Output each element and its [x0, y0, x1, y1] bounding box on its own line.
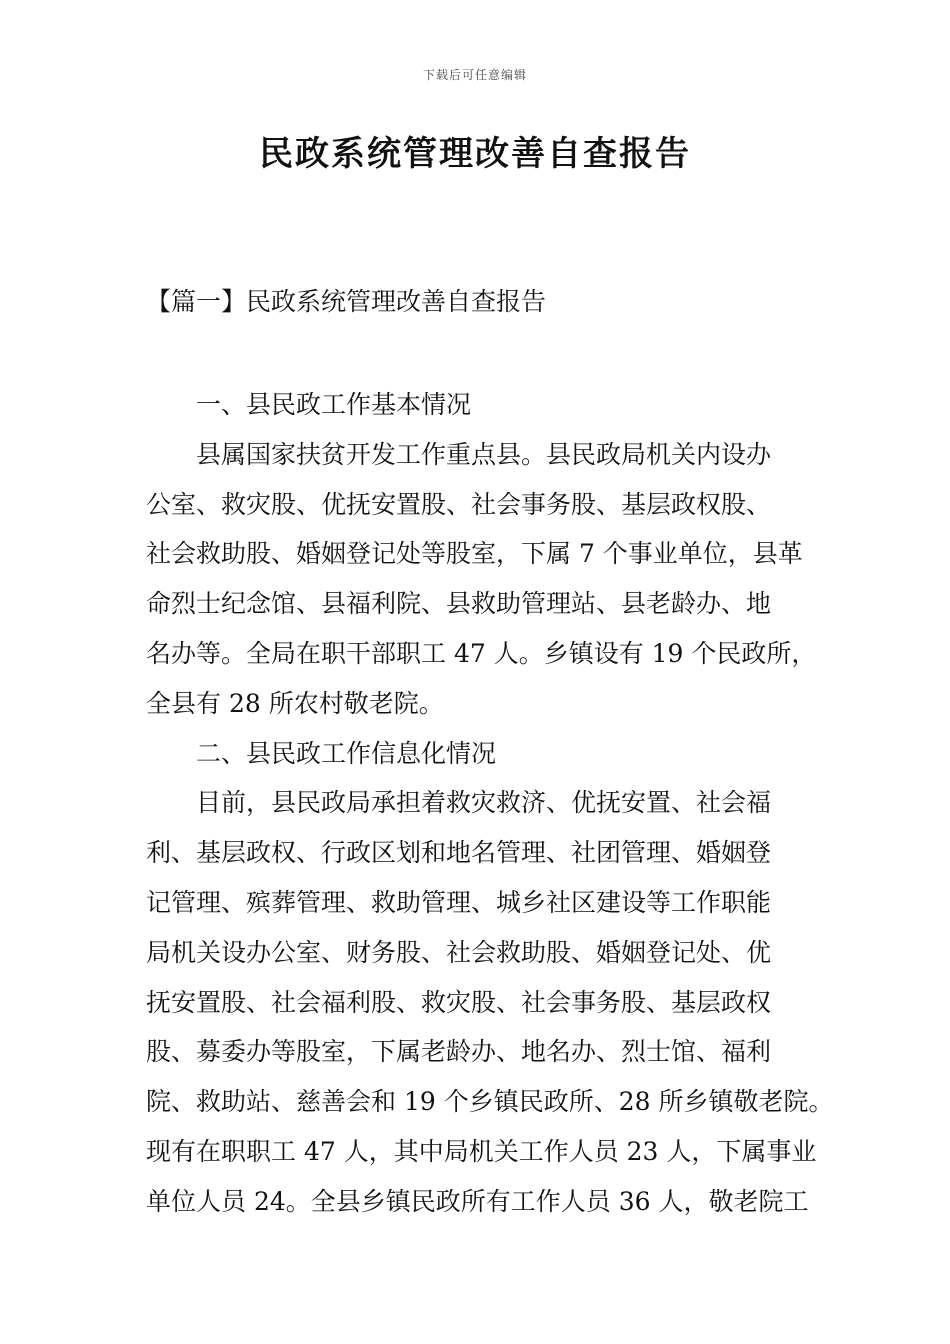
paragraph-line: 名办等。全局在职干部职工 47 人。乡镇设有 19 个民政所，	[146, 638, 817, 668]
document-title: 民政系统管理改善自查报告	[259, 134, 691, 174]
body-text	[146, 380, 834, 1227]
paragraph-line: 抚安置股、社会福利股、救灾股、社会事务股、基层政权	[146, 987, 772, 1017]
paragraph-line: 院、救助站、慈善会和 19 个乡镇民政所、28 所乡镇敬老院。	[146, 1087, 834, 1117]
paragraph-line: 全县有 28 所农村敬老院。	[146, 688, 444, 718]
page-header-note: 下载后可任意编辑	[422, 68, 527, 82]
section-title: 【篇一】民政系统管理改善自查报告	[146, 287, 547, 316]
paragraph-line: 社会救助股、婚姻登记处等股室，下属 7 个事业单位，县革	[146, 539, 803, 569]
paragraph-line: 县属国家扶贫开发工作重点县。县民政局机关内设办	[196, 439, 772, 469]
heading-informatization: 二、县民政工作信息化情况	[196, 738, 497, 768]
heading-basic-situation: 一、县民政工作基本情况	[196, 390, 472, 419]
paragraph-line: 股、募委办等股室，下属老龄办、地名办、烈士馆、福利	[146, 1037, 772, 1067]
paragraph-line: 公室、救灾股、优抚安置股、社会事务股、基层政权股、	[146, 489, 772, 519]
paragraph-line: 现有在职职工 47 人，其中局机关工作人员 23 人，下属事业	[146, 1136, 817, 1166]
paragraph-line: 利、基层政权、行政区划和地名管理、社团管理、婚姻登	[146, 838, 772, 868]
paragraph-line: 局机关设办公室、财务股、社会救助股、婚姻登记处、优	[146, 937, 772, 967]
paragraph-line: 命烈士纪念馆、县福利院、县救助管理站、县老龄办、地	[146, 589, 772, 619]
paragraph-line: 目前，县民政局承担着救灾救济、优抚安置、社会福	[196, 788, 772, 818]
paragraph-line: 单位人员 24。全县乡镇民政所有工作人员 36 人，敬老院工	[146, 1186, 809, 1216]
paragraph-line: 记管理、殡葬管理、救助管理、城乡社区建设等工作职能	[146, 887, 772, 917]
